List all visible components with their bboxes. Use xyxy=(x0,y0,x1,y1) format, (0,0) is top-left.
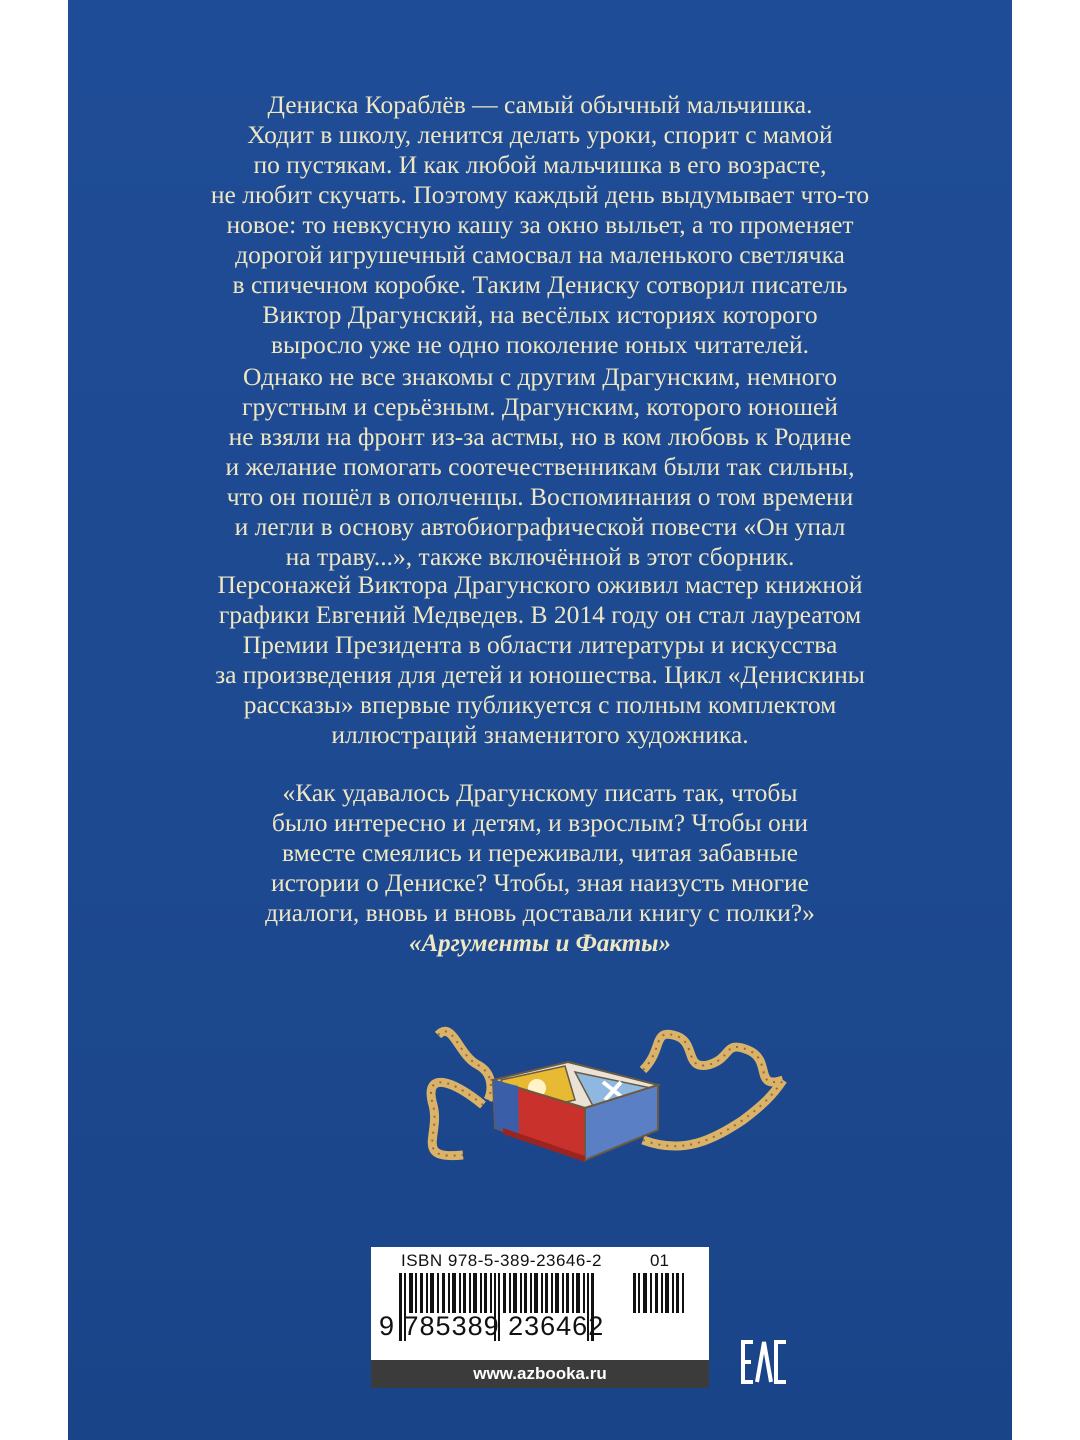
description-paragraph-1 xyxy=(68,90,1012,360)
barcode-addon: 01 xyxy=(650,1251,669,1270)
eac-mark-icon xyxy=(740,1336,788,1388)
review-quote xyxy=(68,778,1012,928)
isbn-label: ISBN 978-5-389-23646-2 xyxy=(401,1251,602,1270)
barcode-digits: 9 785389 236462 xyxy=(379,1311,605,1341)
description-paragraph-2 xyxy=(68,362,1012,572)
book-back-cover xyxy=(68,0,1012,1440)
quote-text: «Как удавалось Драгунскому писать так, чтобы было интересно и детям, и взрослым? Чтобы они вместе смеялись и переживали, читая забавные истории о Дениске? Чтобы, зная наизусть многие диалоги, вновь и вновь доставали книгу с полки?» xyxy=(265,778,815,927)
description-paragraph-3 xyxy=(68,570,1012,750)
publisher-website: www.azbooka.ru xyxy=(371,1360,709,1388)
paragraph-text: Персонажей Виктора Драгунского оживил мастер книжной графики Евгений Медведев. В 2014 году он стал лауреатом Премии Президента в области литературы и искусства за произведения для детей и юношества. Цикл «Денискины рассказы» впервые публикуется с полным комплектом иллюстраций знаменитого художника. xyxy=(215,570,865,749)
isbn-barcode xyxy=(371,1247,709,1360)
quote-source: «Аргументы и Факты» xyxy=(408,930,672,957)
matchbox-illustration xyxy=(353,1010,813,1190)
paragraph-text: Дениска Кораблёв — самый обычный мальчишка. Ходит в школу, ленится делать уроки, спорит с мамой по пустякам. И как любой мальчишка в его возрасте, не любит скучать. Поэтому каждый день выдумывает что-то новое: то невкусную кашу за окно выльет, а то променяет дорогой игрушечный самосвал на маленького светлячка в спичечном коробке. Таким Дениску сотворил писатель Виктор Драгунский, на весёлых историях которого выросло уже не одно поколение юных читателей. xyxy=(210,90,870,359)
paragraph-text: Однако не все знакомы с другим Драгунским, немного грустным и серьёзным. Драгунским, которого юношей не взяли на фронт из-за астмы, но в ком любовь к Родине и желание помогать соотечественникам были так сильны, что он пошёл в ополченцы. Воспоминания о том времени и легли в основу автобиографической повести «Он упал на траву...», также включённой в этот сборник. xyxy=(225,362,855,571)
